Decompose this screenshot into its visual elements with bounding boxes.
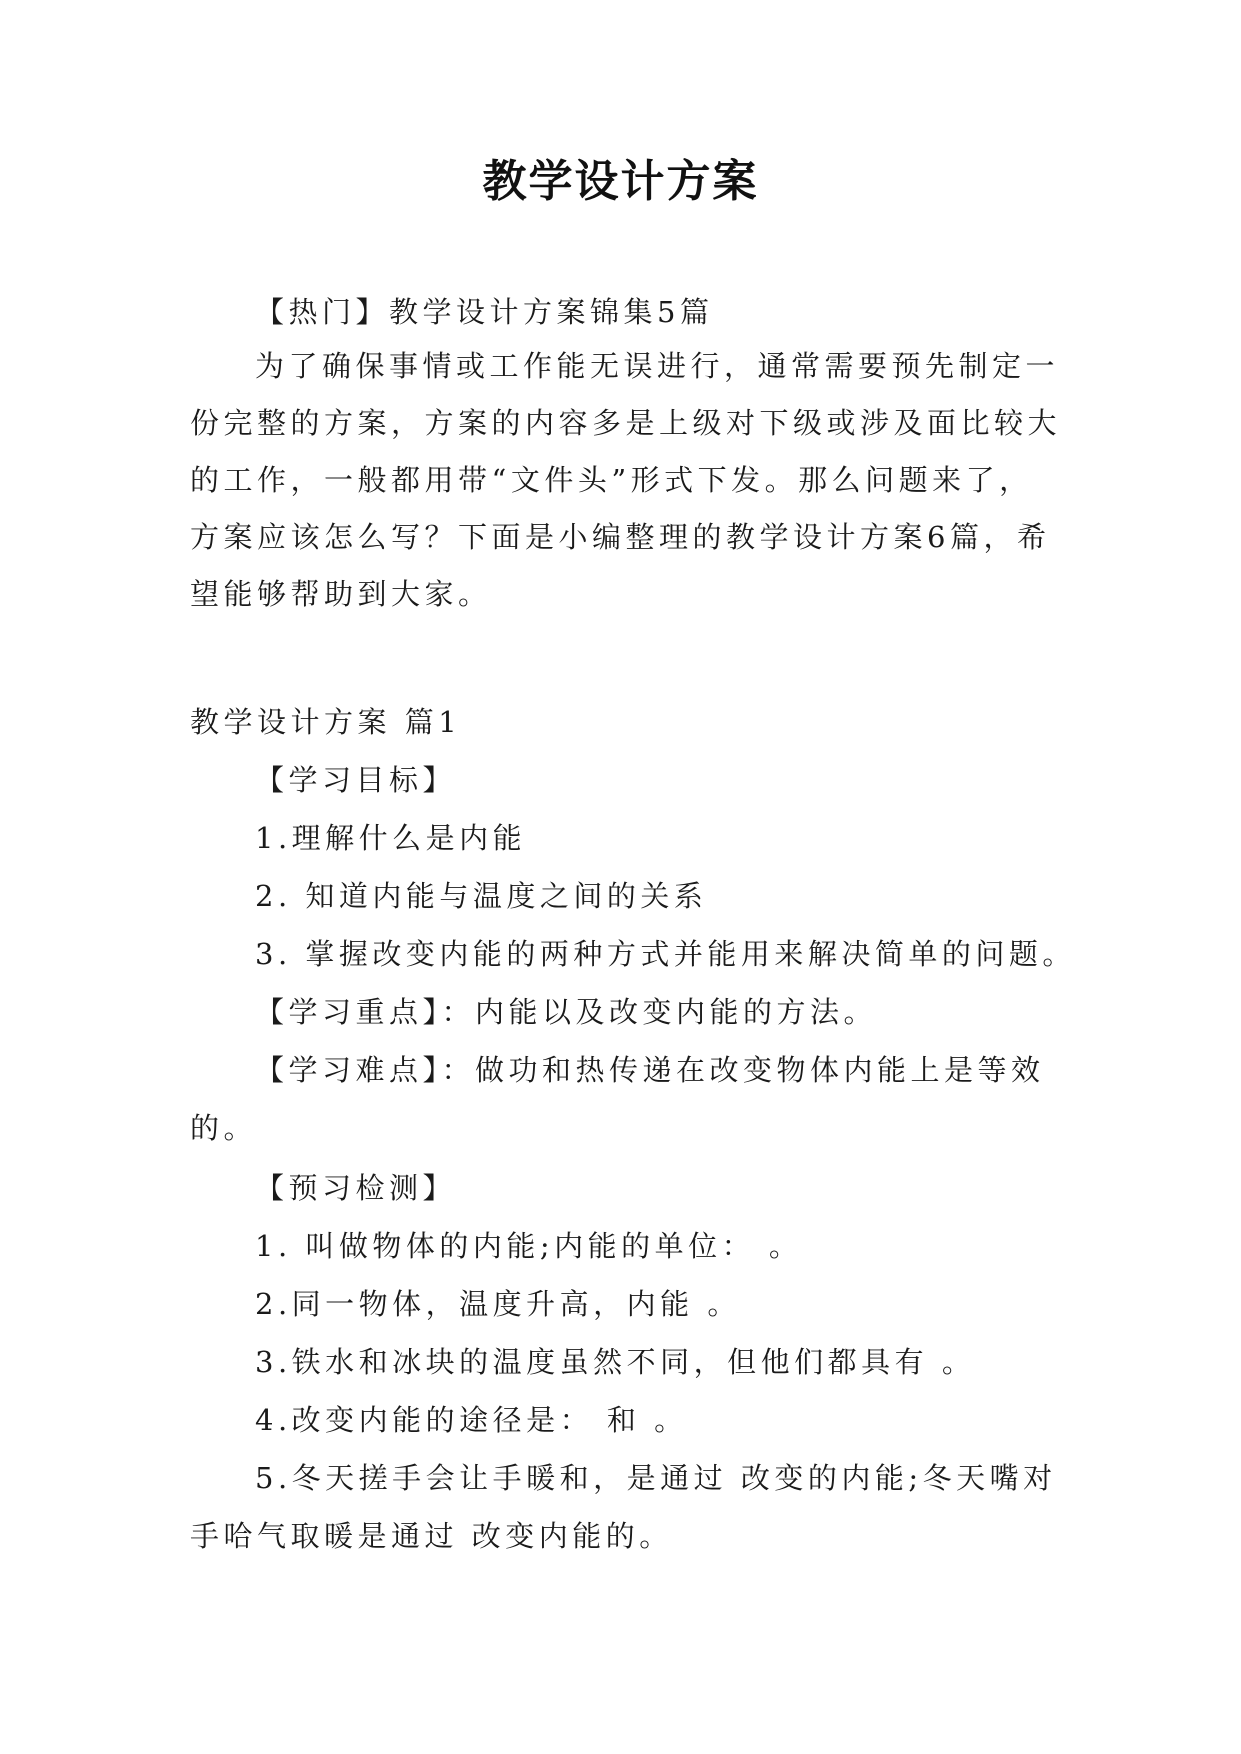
document-title: 教学设计方案 xyxy=(482,156,759,207)
list-item: 3. 掌握改变内能的两种方式并能用来解决简单的问题。 xyxy=(255,937,1076,971)
list-item: 1.理解什么是内能 xyxy=(255,821,527,855)
difficult-point-line: 【学习难点】：做功和热传递在改变物体内能上是等效 xyxy=(255,1053,1045,1087)
list-item: 3.铁水和冰块的温度虽然不同，但他们都具有 。 xyxy=(255,1345,976,1379)
subheading-preview-check: 【预习检测】 xyxy=(255,1171,457,1205)
paragraph-line: 份完整的方案，方案的内容多是上级对下级或涉及面比较大 xyxy=(190,406,1062,440)
subheading-learning-goals: 【学习目标】 xyxy=(255,763,457,797)
list-item: 5.冬天搓手会让手暖和，是通过 改变的内能;冬天嘴对 xyxy=(255,1461,1057,1495)
list-item: 1. 叫做物体的内能;内能的单位： 。 xyxy=(255,1229,803,1263)
paragraph-line: 手哈气取暖是通过 改变内能的。 xyxy=(190,1519,673,1553)
list-item: 2.同一物体，温度升高，内能 。 xyxy=(255,1287,741,1321)
paragraph-line: 为了确保事情或工作能无误进行，通常需要预先制定一 xyxy=(255,349,1060,383)
paragraph-line: 望能够帮助到大家。 xyxy=(190,577,492,611)
paragraph-line: 的工作，一般都用带“文件头”形式下发。那么问题来了， xyxy=(190,463,1033,497)
section-heading: 教学设计方案 篇1 xyxy=(190,705,462,739)
paragraph-line: 方案应该怎么写？下面是小编整理的教学设计方案6篇，希 xyxy=(190,520,1051,554)
intro-heading: 【热门】教学设计方案锦集5篇 xyxy=(255,295,714,329)
list-item: 4.改变内能的途径是： 和 。 xyxy=(255,1403,688,1437)
key-point-line: 【学习重点】：内能以及改变内能的方法。 xyxy=(255,995,878,1029)
paragraph-line: 的。 xyxy=(190,1111,258,1145)
list-item: 2. 知道内能与温度之间的关系 xyxy=(255,879,708,913)
